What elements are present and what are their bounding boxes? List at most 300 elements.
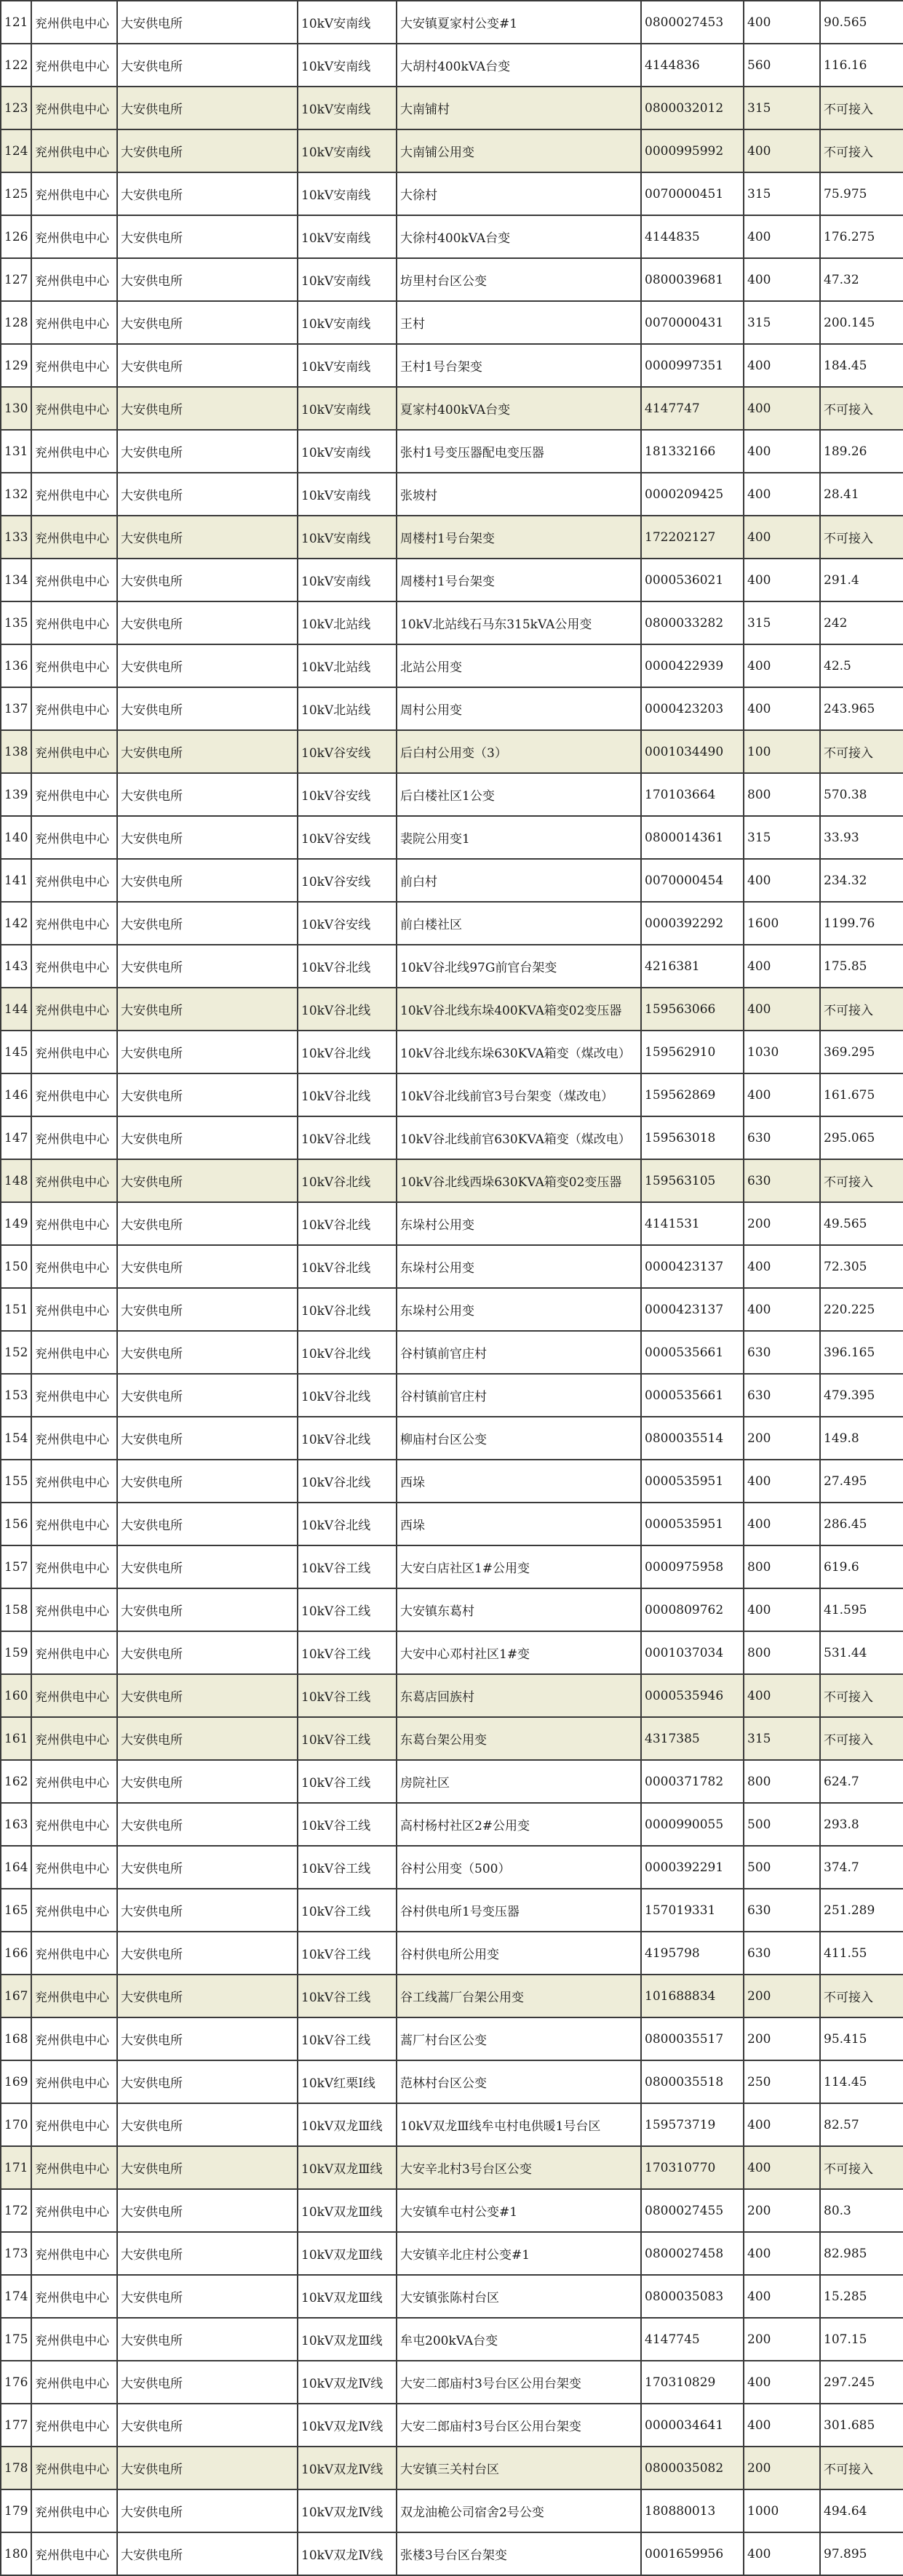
- feeder-line-cell: 10kV谷工线: [298, 1975, 397, 2017]
- row-number-cell: 127: [1, 258, 31, 301]
- transformer-name-cell: 10kV谷北线西垛630KVA箱变02变压器: [397, 1159, 641, 1202]
- center-cell: 兖州供电中心: [31, 473, 117, 516]
- table-row: [1, 1717, 903, 1760]
- center-cell: 兖州供电中心: [31, 1417, 117, 1460]
- station-cell: 大安供电所: [117, 2017, 298, 2060]
- center-cell: 兖州供电中心: [31, 1889, 117, 1932]
- row-number-cell: 134: [1, 559, 31, 601]
- table-body: [1, 1, 903, 2575]
- asset-id-cell: 0800032012: [641, 87, 744, 129]
- transformer-name-cell: 10kV谷北线前官3号台架变（煤改电）: [397, 1073, 641, 1116]
- transformer-name-cell: 张楼3号台区台架变: [397, 2532, 641, 2575]
- center-cell: 兖州供电中心: [31, 2318, 117, 2361]
- capacity-cell: 800: [744, 1760, 820, 1803]
- transformer-name-cell: 王村: [397, 301, 641, 344]
- transformer-name-cell: 10kV双龙Ⅲ线牟屯村电供暖1号台区: [397, 2103, 641, 2146]
- center-cell: 兖州供电中心: [31, 1202, 117, 1245]
- station-cell: 大安供电所: [117, 215, 298, 258]
- feeder-line-cell: 10kV北站线: [298, 644, 397, 687]
- center-cell: 兖州供电中心: [31, 44, 117, 87]
- row-number-cell: 145: [1, 1031, 31, 1073]
- feeder-line-cell: 10kV安南线: [298, 559, 397, 601]
- center-cell: 兖州供电中心: [31, 988, 117, 1031]
- feeder-line-cell: 10kV谷工线: [298, 1760, 397, 1803]
- capacity-cell: 400: [744, 1588, 820, 1631]
- center-cell: 兖州供电中心: [31, 730, 117, 773]
- transformer-name-cell: 东垛村公用变: [397, 1245, 641, 1288]
- station-cell: 大安供电所: [117, 1031, 298, 1073]
- station-cell: 大安供电所: [117, 601, 298, 644]
- available-capacity-cell: 114.45: [820, 2060, 903, 2103]
- center-cell: 兖州供电中心: [31, 773, 117, 816]
- available-capacity-cell: 301.685: [820, 2404, 903, 2447]
- row-number-cell: 143: [1, 945, 31, 988]
- asset-id-cell: 159563066: [641, 988, 744, 1031]
- feeder-line-cell: 10kV谷北线: [298, 1245, 397, 1288]
- station-cell: 大安供电所: [117, 516, 298, 559]
- transformer-name-cell: 谷村供电所公用变: [397, 1932, 641, 1975]
- station-cell: 大安供电所: [117, 44, 298, 87]
- station-cell: 大安供电所: [117, 988, 298, 1031]
- transformer-name-cell: 周楼村1号台架变: [397, 516, 641, 559]
- available-capacity-cell: 220.225: [820, 1288, 903, 1331]
- available-capacity-cell: 291.4: [820, 559, 903, 601]
- row-number-cell: 165: [1, 1889, 31, 1932]
- asset-id-cell: 159573719: [641, 2103, 744, 2146]
- table-row: [1, 430, 903, 473]
- station-cell: 大安供电所: [117, 859, 298, 902]
- row-number-cell: 146: [1, 1073, 31, 1116]
- feeder-line-cell: 10kV谷北线: [298, 1331, 397, 1374]
- feeder-line-cell: 10kV安南线: [298, 344, 397, 387]
- table-row: [1, 773, 903, 816]
- center-cell: 兖州供电中心: [31, 387, 117, 430]
- center-cell: 兖州供电中心: [31, 2146, 117, 2189]
- available-capacity-cell: 116.16: [820, 44, 903, 87]
- center-cell: 兖州供电中心: [31, 258, 117, 301]
- available-capacity-cell: 176.275: [820, 215, 903, 258]
- asset-id-cell: 0070000454: [641, 859, 744, 902]
- table-row: [1, 44, 903, 87]
- station-cell: 大安供电所: [117, 1631, 298, 1674]
- station-cell: 大安供电所: [117, 687, 298, 730]
- feeder-line-cell: 10kV谷安线: [298, 773, 397, 816]
- station-cell: 大安供电所: [117, 129, 298, 172]
- capacity-cell: 400: [744, 644, 820, 687]
- station-cell: 大安供电所: [117, 1588, 298, 1631]
- station-cell: 大安供电所: [117, 559, 298, 601]
- capacity-cell: 400: [744, 2404, 820, 2447]
- asset-id-cell: 159563018: [641, 1116, 744, 1159]
- row-number-cell: 160: [1, 1674, 31, 1717]
- capacity-cell: 630: [744, 1374, 820, 1417]
- station-cell: 大安供电所: [117, 301, 298, 344]
- transformer-name-cell: 大安二郎庙村3号台区公用台架变: [397, 2404, 641, 2447]
- station-cell: 大安供电所: [117, 1717, 298, 1760]
- row-number-cell: 122: [1, 44, 31, 87]
- station-cell: 大安供电所: [117, 1975, 298, 2017]
- feeder-line-cell: 10kV双龙Ⅳ线: [298, 2532, 397, 2575]
- transformer-name-cell: 后白楼社区1公变: [397, 773, 641, 816]
- asset-id-cell: 0800027458: [641, 2232, 744, 2275]
- center-cell: 兖州供电中心: [31, 2447, 117, 2489]
- capacity-cell: 315: [744, 87, 820, 129]
- asset-id-cell: 172202127: [641, 516, 744, 559]
- available-capacity-cell: 570.38: [820, 773, 903, 816]
- asset-id-cell: 0000423137: [641, 1245, 744, 1288]
- asset-id-cell: 170310770: [641, 2146, 744, 2189]
- capacity-cell: 800: [744, 773, 820, 816]
- station-cell: 大安供电所: [117, 2103, 298, 2146]
- transformer-name-cell: 10kV谷北线前官630KVA箱变（煤改电）: [397, 1116, 641, 1159]
- center-cell: 兖州供电中心: [31, 1288, 117, 1331]
- row-number-cell: 156: [1, 1503, 31, 1545]
- transformer-name-cell: 后白村公用变（3）: [397, 730, 641, 773]
- station-cell: 大安供电所: [117, 1331, 298, 1374]
- row-number-cell: 129: [1, 344, 31, 387]
- available-capacity-cell: 49.565: [820, 1202, 903, 1245]
- center-cell: 兖州供电中心: [31, 687, 117, 730]
- row-number-cell: 168: [1, 2017, 31, 2060]
- table-row: [1, 816, 903, 859]
- feeder-line-cell: 10kV北站线: [298, 601, 397, 644]
- station-cell: 大安供电所: [117, 2447, 298, 2489]
- row-number-cell: 179: [1, 2489, 31, 2532]
- feeder-line-cell: 10kV双龙Ⅲ线: [298, 2189, 397, 2232]
- transformer-name-cell: 大徐村: [397, 172, 641, 215]
- feeder-line-cell: 10kV安南线: [298, 172, 397, 215]
- available-capacity-cell: 624.7: [820, 1760, 903, 1803]
- table-row: [1, 2404, 903, 2447]
- available-capacity-cell: 90.565: [820, 1, 903, 44]
- asset-id-cell: 0001037034: [641, 1631, 744, 1674]
- feeder-line-cell: 10kV谷安线: [298, 816, 397, 859]
- capacity-cell: 400: [744, 473, 820, 516]
- asset-id-cell: 0070000451: [641, 172, 744, 215]
- row-number-cell: 144: [1, 988, 31, 1031]
- feeder-line-cell: 10kV谷工线: [298, 2017, 397, 2060]
- table-row: [1, 1932, 903, 1975]
- capacity-cell: 630: [744, 1159, 820, 1202]
- table-row: [1, 1545, 903, 1588]
- station-cell: 大安供电所: [117, 1288, 298, 1331]
- asset-id-cell: 0070000431: [641, 301, 744, 344]
- row-number-cell: 132: [1, 473, 31, 516]
- table-row: [1, 129, 903, 172]
- transformer-name-cell: 谷工线蒿厂台架公用变: [397, 1975, 641, 2017]
- table-row: [1, 1116, 903, 1159]
- capacity-cell: 400: [744, 1460, 820, 1503]
- feeder-line-cell: 10kV谷北线: [298, 1202, 397, 1245]
- table-row: [1, 1374, 903, 1417]
- station-cell: 大安供电所: [117, 172, 298, 215]
- capacity-cell: 500: [744, 1846, 820, 1889]
- transformer-name-cell: 蒿厂村台区公变: [397, 2017, 641, 2060]
- asset-id-cell: 0800035082: [641, 2447, 744, 2489]
- table-row: [1, 859, 903, 902]
- available-capacity-cell: 293.8: [820, 1803, 903, 1846]
- available-capacity-cell: 242: [820, 601, 903, 644]
- station-cell: 大安供电所: [117, 1202, 298, 1245]
- station-cell: 大安供电所: [117, 2189, 298, 2232]
- available-capacity-cell: 97.895: [820, 2532, 903, 2575]
- available-capacity-cell: 494.64: [820, 2489, 903, 2532]
- transformer-name-cell: 双龙油桅公司宿舍2号公变: [397, 2489, 641, 2532]
- transformer-name-cell: 张村1号变压器配电变压器: [397, 430, 641, 473]
- asset-id-cell: 0000535951: [641, 1460, 744, 1503]
- station-cell: 大安供电所: [117, 2361, 298, 2404]
- transformer-name-cell: 北站公用变: [397, 644, 641, 687]
- capacity-cell: 1030: [744, 1031, 820, 1073]
- capacity-cell: 315: [744, 172, 820, 215]
- station-cell: 大安供电所: [117, 1, 298, 44]
- feeder-line-cell: 10kV安南线: [298, 129, 397, 172]
- available-capacity-cell: 396.165: [820, 1331, 903, 1374]
- table-row: [1, 172, 903, 215]
- table-row: [1, 516, 903, 559]
- table-row: [1, 988, 903, 1031]
- table-row: [1, 730, 903, 773]
- transformer-name-cell: 大安二郎庙村3号台区公用台架变: [397, 2361, 641, 2404]
- table-row: [1, 2060, 903, 2103]
- transformer-name-cell: 王村1号台架变: [397, 344, 641, 387]
- feeder-line-cell: 10kV谷北线: [298, 1417, 397, 1460]
- center-cell: 兖州供电中心: [31, 2275, 117, 2318]
- row-number-cell: 166: [1, 1932, 31, 1975]
- feeder-line-cell: 10kV安南线: [298, 44, 397, 87]
- transformer-name-cell: 大南铺村: [397, 87, 641, 129]
- transformer-name-cell: 10kV谷北线东垛400KVA箱变02变压器: [397, 988, 641, 1031]
- asset-id-cell: 170310829: [641, 2361, 744, 2404]
- asset-id-cell: 0000809762: [641, 1588, 744, 1631]
- capacity-cell: 200: [744, 2189, 820, 2232]
- available-capacity-cell: 不可接入: [820, 2146, 903, 2189]
- capacity-cell: 200: [744, 2017, 820, 2060]
- row-number-cell: 177: [1, 2404, 31, 2447]
- asset-id-cell: 0000535951: [641, 1503, 744, 1545]
- center-cell: 兖州供电中心: [31, 301, 117, 344]
- feeder-line-cell: 10kV双龙Ⅲ线: [298, 2318, 397, 2361]
- center-cell: 兖州供电中心: [31, 215, 117, 258]
- station-cell: 大安供电所: [117, 2146, 298, 2189]
- feeder-line-cell: 10kV安南线: [298, 516, 397, 559]
- row-number-cell: 158: [1, 1588, 31, 1631]
- asset-id-cell: 0000392291: [641, 1846, 744, 1889]
- row-number-cell: 169: [1, 2060, 31, 2103]
- feeder-line-cell: 10kV安南线: [298, 301, 397, 344]
- center-cell: 兖州供电中心: [31, 1846, 117, 1889]
- feeder-line-cell: 10kV双龙Ⅳ线: [298, 2404, 397, 2447]
- feeder-line-cell: 10kV谷工线: [298, 1717, 397, 1760]
- row-number-cell: 126: [1, 215, 31, 258]
- row-number-cell: 178: [1, 2447, 31, 2489]
- table-row: [1, 2361, 903, 2404]
- transformer-name-cell: 大安镇牟屯村公变#1: [397, 2189, 641, 2232]
- available-capacity-cell: 82.985: [820, 2232, 903, 2275]
- feeder-line-cell: 10kV双龙Ⅲ线: [298, 2146, 397, 2189]
- center-cell: 兖州供电中心: [31, 1932, 117, 1975]
- row-number-cell: 151: [1, 1288, 31, 1331]
- table-row: [1, 1245, 903, 1288]
- capacity-cell: 400: [744, 215, 820, 258]
- center-cell: 兖州供电中心: [31, 1545, 117, 1588]
- row-number-cell: 155: [1, 1460, 31, 1503]
- station-cell: 大安供电所: [117, 344, 298, 387]
- asset-id-cell: 159562869: [641, 1073, 744, 1116]
- row-number-cell: 170: [1, 2103, 31, 2146]
- feeder-line-cell: 10kV双龙Ⅳ线: [298, 2447, 397, 2489]
- row-number-cell: 133: [1, 516, 31, 559]
- center-cell: 兖州供电中心: [31, 344, 117, 387]
- capacity-cell: 400: [744, 430, 820, 473]
- station-cell: 大安供电所: [117, 2532, 298, 2575]
- center-cell: 兖州供电中心: [31, 1116, 117, 1159]
- row-number-cell: 172: [1, 2189, 31, 2232]
- available-capacity-cell: 不可接入: [820, 129, 903, 172]
- table-row: [1, 1159, 903, 1202]
- available-capacity-cell: 不可接入: [820, 387, 903, 430]
- center-cell: 兖州供电中心: [31, 1159, 117, 1202]
- table-row: [1, 2275, 903, 2318]
- row-number-cell: 154: [1, 1417, 31, 1460]
- asset-id-cell: 159563105: [641, 1159, 744, 1202]
- row-number-cell: 147: [1, 1116, 31, 1159]
- center-cell: 兖州供电中心: [31, 2017, 117, 2060]
- transformer-name-cell: 周村公用变: [397, 687, 641, 730]
- available-capacity-cell: 33.93: [820, 816, 903, 859]
- capacity-cell: 400: [744, 1503, 820, 1545]
- row-number-cell: 157: [1, 1545, 31, 1588]
- feeder-line-cell: 10kV谷北线: [298, 1073, 397, 1116]
- transformer-name-cell: 牟屯200kVA台变: [397, 2318, 641, 2361]
- transformer-name-cell: 10kV谷北线97G前官台架变: [397, 945, 641, 988]
- asset-id-cell: 0800035083: [641, 2275, 744, 2318]
- feeder-line-cell: 10kV双龙Ⅲ线: [298, 2103, 397, 2146]
- station-cell: 大安供电所: [117, 2404, 298, 2447]
- transformer-name-cell: 柳庙村台区公变: [397, 1417, 641, 1460]
- transformer-name-cell: 大安镇辛北庄村公变#1: [397, 2232, 641, 2275]
- transformer-name-cell: 前白村: [397, 859, 641, 902]
- row-number-cell: 141: [1, 859, 31, 902]
- station-cell: 大安供电所: [117, 1073, 298, 1116]
- row-number-cell: 159: [1, 1631, 31, 1674]
- row-number-cell: 171: [1, 2146, 31, 2189]
- station-cell: 大安供电所: [117, 1545, 298, 1588]
- table-row: [1, 1288, 903, 1331]
- capacity-cell: 100: [744, 730, 820, 773]
- table-row: [1, 601, 903, 644]
- available-capacity-cell: 不可接入: [820, 730, 903, 773]
- table-row: [1, 1674, 903, 1717]
- capacity-cell: 400: [744, 2232, 820, 2275]
- table-row: [1, 2447, 903, 2489]
- transformer-name-cell: 房院社区: [397, 1760, 641, 1803]
- asset-id-cell: 4216381: [641, 945, 744, 988]
- row-number-cell: 153: [1, 1374, 31, 1417]
- transformer-name-cell: 大安镇张陈村台区: [397, 2275, 641, 2318]
- capacity-cell: 800: [744, 1545, 820, 1588]
- available-capacity-cell: 479.395: [820, 1374, 903, 1417]
- station-cell: 大安供电所: [117, 1245, 298, 1288]
- available-capacity-cell: 369.295: [820, 1031, 903, 1073]
- center-cell: 兖州供电中心: [31, 2232, 117, 2275]
- available-capacity-cell: 107.15: [820, 2318, 903, 2361]
- station-cell: 大安供电所: [117, 1159, 298, 1202]
- transformer-name-cell: 周楼村1号台架变: [397, 559, 641, 601]
- feeder-line-cell: 10kV双龙Ⅳ线: [298, 2361, 397, 2404]
- capacity-cell: 400: [744, 1, 820, 44]
- table-row: [1, 1503, 903, 1545]
- transformer-name-cell: 10kV谷北线东垛630KVA箱变（煤改电）: [397, 1031, 641, 1073]
- available-capacity-cell: 297.245: [820, 2361, 903, 2404]
- table-row: [1, 2146, 903, 2189]
- center-cell: 兖州供电中心: [31, 172, 117, 215]
- available-capacity-cell: 251.289: [820, 1889, 903, 1932]
- transformer-name-cell: 裴院公用变1: [397, 816, 641, 859]
- station-cell: 大安供电所: [117, 1503, 298, 1545]
- row-number-cell: 149: [1, 1202, 31, 1245]
- station-cell: 大安供电所: [117, 945, 298, 988]
- feeder-line-cell: 10kV安南线: [298, 258, 397, 301]
- feeder-line-cell: 10kV红栗Ⅰ线: [298, 2060, 397, 2103]
- transformer-name-cell: 高村杨村社区2#公用变: [397, 1803, 641, 1846]
- capacity-cell: 400: [744, 2275, 820, 2318]
- center-cell: 兖州供电中心: [31, 129, 117, 172]
- station-cell: 大安供电所: [117, 87, 298, 129]
- row-number-cell: 142: [1, 902, 31, 945]
- row-number-cell: 140: [1, 816, 31, 859]
- center-cell: 兖州供电中心: [31, 1674, 117, 1717]
- row-number-cell: 125: [1, 172, 31, 215]
- capacity-cell: 1600: [744, 902, 820, 945]
- capacity-cell: 500: [744, 1803, 820, 1846]
- capacity-cell: 630: [744, 1932, 820, 1975]
- asset-id-cell: 0000209425: [641, 473, 744, 516]
- asset-id-cell: 0000995992: [641, 129, 744, 172]
- available-capacity-cell: 161.675: [820, 1073, 903, 1116]
- transformer-name-cell: 范林村台区公变: [397, 2060, 641, 2103]
- capacity-cell: 400: [744, 988, 820, 1031]
- table-row: [1, 1031, 903, 1073]
- capacity-cell: 200: [744, 2447, 820, 2489]
- transformer-name-cell: 谷村镇前官庄村: [397, 1331, 641, 1374]
- table-row: [1, 559, 903, 601]
- table-row: [1, 387, 903, 430]
- station-cell: 大安供电所: [117, 1889, 298, 1932]
- asset-id-cell: 4144836: [641, 44, 744, 87]
- station-cell: 大安供电所: [117, 644, 298, 687]
- center-cell: 兖州供电中心: [31, 430, 117, 473]
- center-cell: 兖州供电中心: [31, 1717, 117, 1760]
- station-cell: 大安供电所: [117, 2060, 298, 2103]
- asset-id-cell: 4195798: [641, 1932, 744, 1975]
- asset-id-cell: 0000990055: [641, 1803, 744, 1846]
- capacity-cell: 315: [744, 601, 820, 644]
- capacity-cell: 315: [744, 816, 820, 859]
- asset-id-cell: 0000392292: [641, 902, 744, 945]
- capacity-cell: 400: [744, 344, 820, 387]
- asset-id-cell: 0000535661: [641, 1331, 744, 1374]
- row-number-cell: 139: [1, 773, 31, 816]
- transformer-name-cell: 大安辛北村3号台区公变: [397, 2146, 641, 2189]
- available-capacity-cell: 411.55: [820, 1932, 903, 1975]
- feeder-line-cell: 10kV谷北线: [298, 1159, 397, 1202]
- asset-id-cell: 4141531: [641, 1202, 744, 1245]
- feeder-line-cell: 10kV安南线: [298, 1, 397, 44]
- available-capacity-cell: 95.415: [820, 2017, 903, 2060]
- table-row: [1, 1803, 903, 1846]
- center-cell: 兖州供电中心: [31, 559, 117, 601]
